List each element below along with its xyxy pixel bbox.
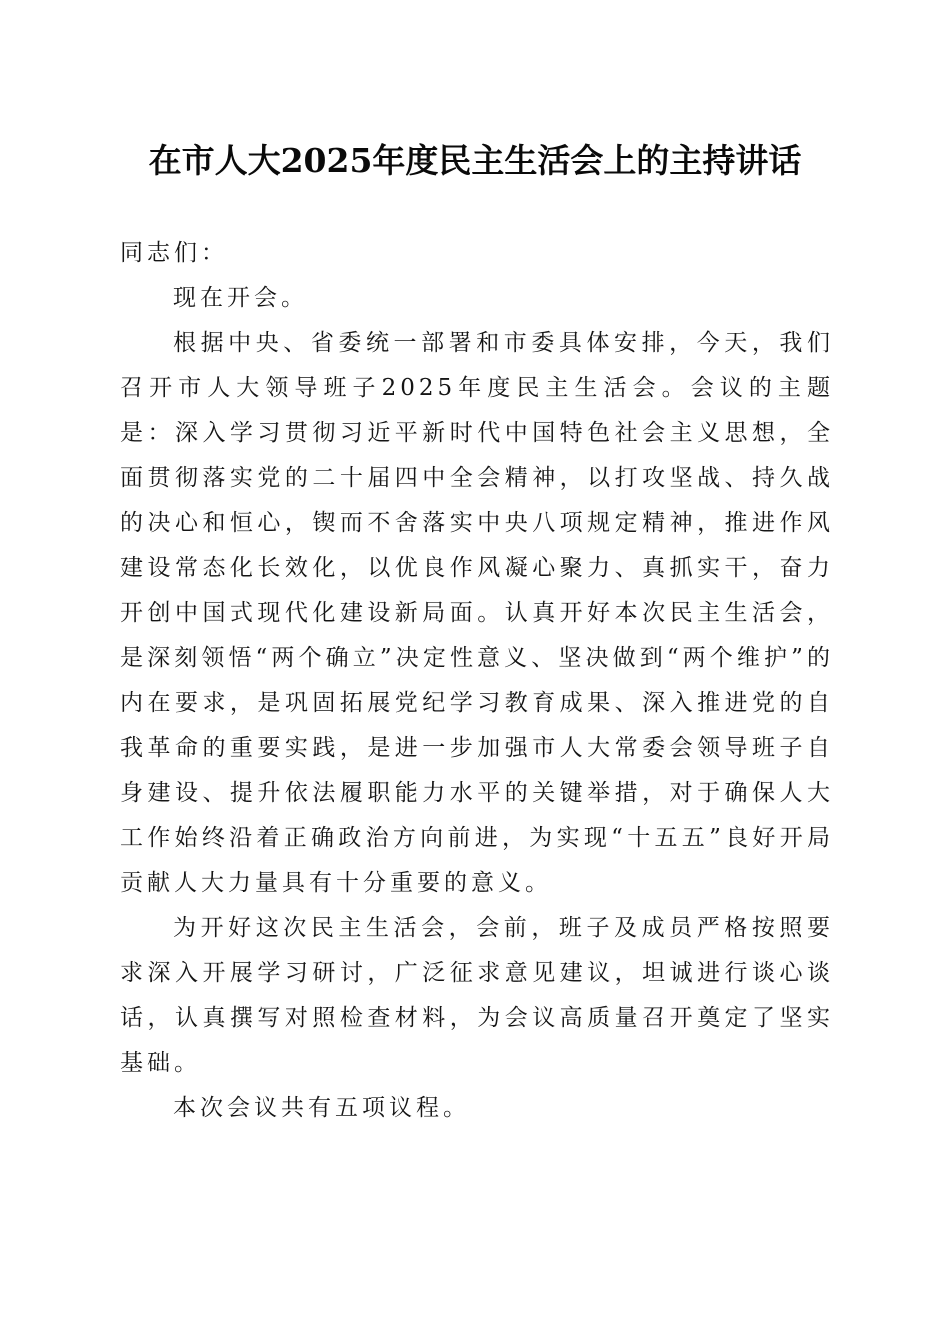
paragraph-agenda-intro: 本次会议共有五项议程。 bbox=[173, 1095, 470, 1121]
paragraph-opening: 现在开会。 bbox=[173, 285, 308, 311]
document-body bbox=[120, 231, 834, 1131]
paragraph-preparation: 为开好这次民主生活会，会前，班子及成员严格按照要求深入开展学习研讨，广泛征求意见建议，坦诚进行谈心谈话，认真撰写对照检查材料，为会议高质量召开奠定了坚实基础。 bbox=[120, 915, 834, 1076]
document-title: 在市人大2025年度民主生活会上的主持讲话 bbox=[148, 141, 802, 180]
paragraph-meeting-theme: 根据中央、省委统一部署和市委具体安排，今天，我们召开市人大领导班子2025年度民主生活会。会议的主题是：深入学习贯彻习近平新时代中国特色社会主义思想，全面贯彻落实党的二十届四中全会精神，以打攻坚战、持久战的决心和恒心，锲而不舍落实中央八项规定精神，推进作风建设常态化长效化，以优良作风凝心聚力、真抓实干，奋力开创中国式现代化建设新局面。认真开好本次民主生活会，是深刻领悟“两个确立”决定性意义、坚决做到“两个维护”的内在要求，是巩固拓展党纪学习教育成果、深入推进党的自我革命的重要实践，是进一步加强市人大常委会领导班子自身建设、提升依法履职能力水平的关键举措，对于确保人大工作始终沿着正确政治方向前进，为实现“十五五”良好开局贡献人大力量具有十分重要的意义。 bbox=[120, 330, 834, 896]
salutation: 同志们： bbox=[120, 240, 228, 266]
